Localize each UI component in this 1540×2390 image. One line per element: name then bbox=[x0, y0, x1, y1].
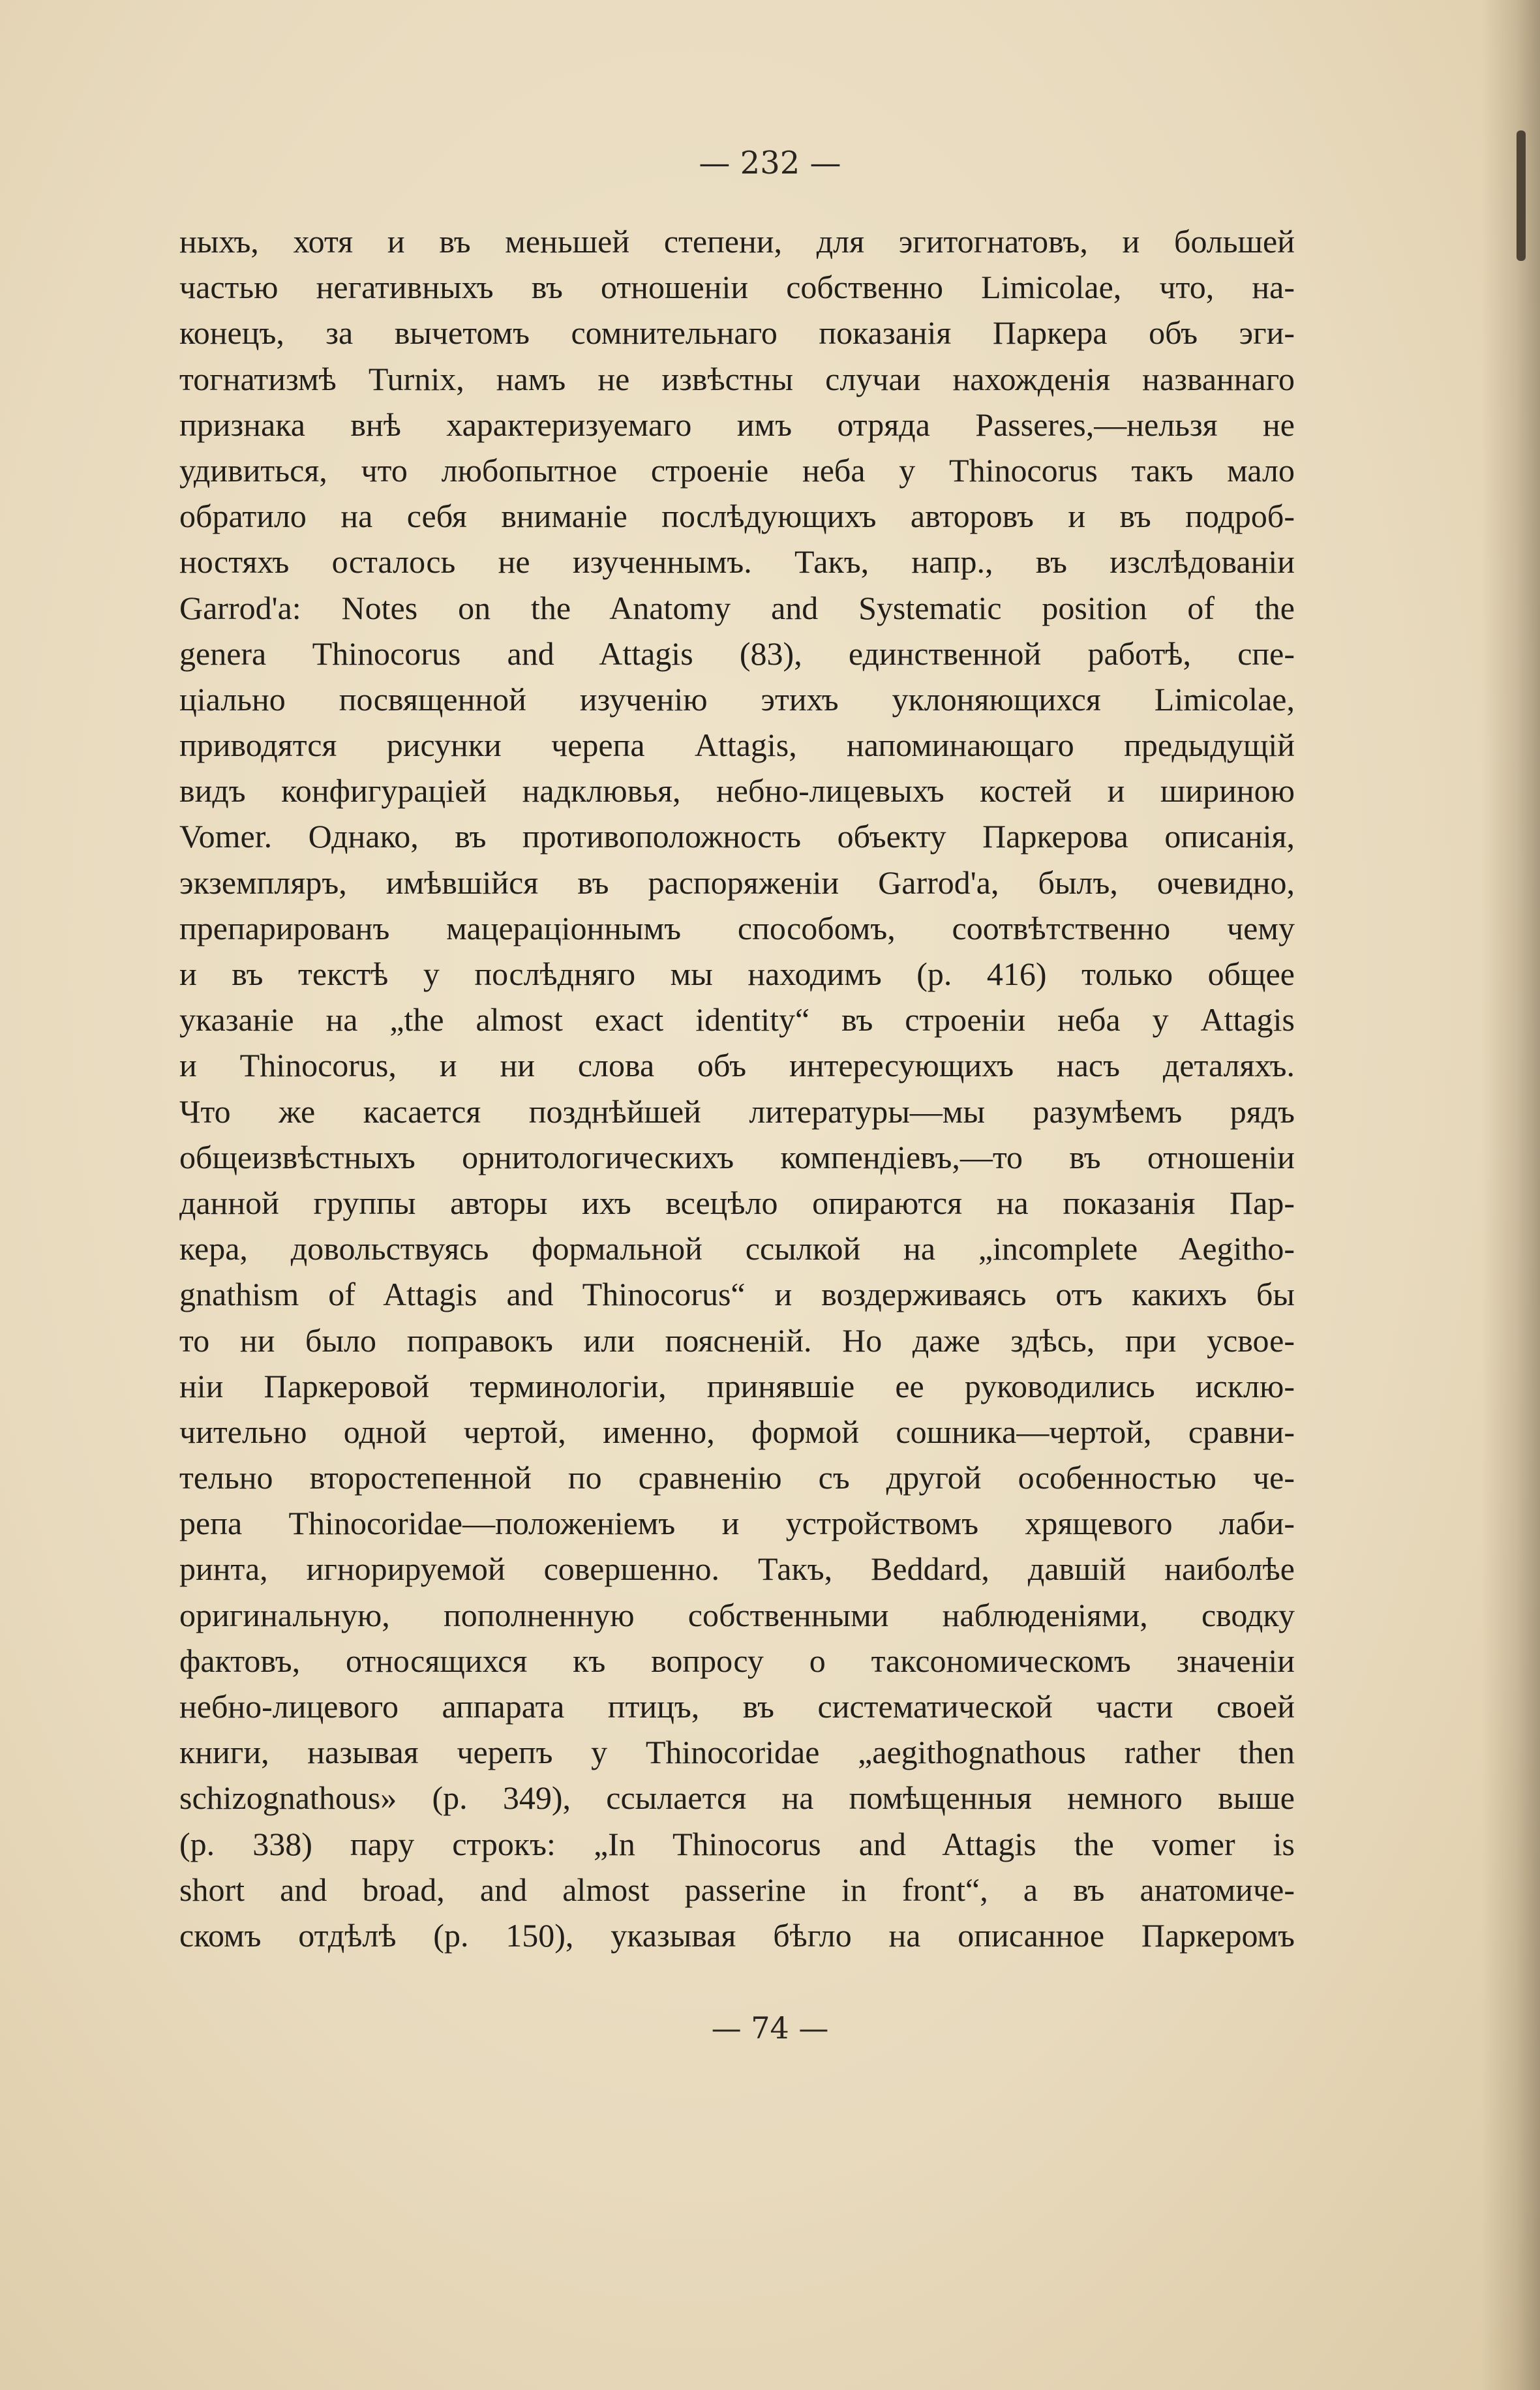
text-line: препарированъ мацераціоннымъ способомъ, соотвѣтственно чему bbox=[179, 909, 1295, 946]
text-line: ринта, игнорируемой совершенно. Такъ, Beddard, давшій наиболѣе bbox=[179, 1550, 1295, 1588]
text-line: чительно одной чертой, именно, формой сошника—чертой, сравни- bbox=[179, 1413, 1295, 1450]
text-line: short and broad, and almost passerine in front“, а въ анатомиче- bbox=[179, 1871, 1295, 1908]
text-line: Что же касается позднѣйшей литературы—мы разумѣемъ рядъ bbox=[179, 1093, 1295, 1130]
text-line: видъ конфигураціей надклювья, небно-лицевыхъ костей и шириною bbox=[179, 772, 1295, 809]
text-line: gnathism of Attagis and Thinocorus“ и воздерживаясь отъ какихъ бы bbox=[179, 1276, 1295, 1313]
text-line: schizognathous» (p. 349), ссылается на помѣщенныя немного выше bbox=[179, 1779, 1295, 1817]
text-line: (p. 338) пару строкъ: „In Thinocorus and Attagis the vomer is bbox=[179, 1825, 1295, 1862]
text-line: приводятся рисунки черепа Attagis, напоминающаго предыдущій bbox=[179, 727, 1295, 764]
signature-number: — 74 — bbox=[711, 2010, 829, 2046]
text-line: указаніе на „the almost exact identity“ въ строеніи неба у Attagis bbox=[179, 1001, 1295, 1038]
text-line: признака внѣ характеризуемаго имъ отряда Passeres,—нельзя не bbox=[179, 406, 1295, 443]
text-line: общеизвѣстныхъ орнитологическихъ компендіевъ,—то въ отношеніи bbox=[179, 1138, 1295, 1175]
text-line: ныхъ, хотя и въ меньшей степени, для эгитогнатовъ, и большей bbox=[179, 223, 1295, 260]
text-line: ностяхъ осталось не изученнымъ. Такъ, напр., въ изслѣдованіи bbox=[179, 543, 1295, 581]
text-line: конецъ, за вычетомъ сомнительнаго показанія Паркера объ эги- bbox=[179, 314, 1295, 352]
text-line: частью негативныхъ въ отношеніи собственно Limicolae, что, на- bbox=[179, 269, 1295, 306]
text-line: небно-лицевого аппарата птицъ, въ систематической части своей bbox=[179, 1688, 1295, 1725]
text-line: скомъ отдѣлѣ (p. 150), указывая бѣгло на описанное Паркеромъ bbox=[179, 1916, 1295, 1954]
text-line: Vomer. Однако, въ противоположность объекту Паркерова описанія, bbox=[179, 818, 1295, 855]
text-line: удивиться, что любопытное строеніе неба у Thinocorus такъ мало bbox=[179, 451, 1295, 489]
text-line: репа Thinocoridae—положеніемъ и устройствомъ хрящевого лаби- bbox=[179, 1505, 1295, 1542]
text-line: ніи Паркеровой терминологіи, принявшіе ее руководились исклю- bbox=[179, 1367, 1295, 1404]
text-line: тогнатизмѣ Turnix, намъ не извѣстны случаи нахожденія названнаго bbox=[179, 360, 1295, 397]
text-line: Garrod'а: Notes on the Anatomy and Systematic position of the bbox=[179, 589, 1295, 626]
text-line: экземпляръ, имѣвшійся въ распоряженіи Garrod'а, былъ, очевидно, bbox=[179, 864, 1295, 901]
text-line: оригинальную, пополненную собственными наблюденіями, сводку bbox=[179, 1596, 1295, 1633]
text-line: и Thinocorus, и ни слова объ интересующихъ насъ деталяхъ. bbox=[179, 1047, 1295, 1084]
text-line: фактовъ, относящихся къ вопросу о таксономическомъ значеніи bbox=[179, 1642, 1295, 1679]
text-line: то ни было поправокъ или поясненій. Но даже здѣсь, при усвое- bbox=[179, 1322, 1295, 1359]
text-line: книги, называя черепъ у Thinocoridae „aegithognathous rather then bbox=[179, 1734, 1295, 1771]
text-line: обратило на себя вниманіе послѣдующихъ авторовъ и въ подроб- bbox=[179, 498, 1295, 535]
text-line: кера, довольствуясь формальной ссылкой на „incomplete Aegitho- bbox=[179, 1230, 1295, 1267]
body-text bbox=[179, 219, 1295, 1958]
text-line: genera Thinocorus and Attagis (83), единственной работѣ, спе- bbox=[179, 635, 1295, 672]
text-line: ціально посвященной изученію этихъ уклоняющихся Limicolae, bbox=[179, 680, 1295, 718]
text-line: тельно второстепенной по сравненію съ другой особенностью че- bbox=[179, 1459, 1295, 1496]
text-line: данной группы авторы ихъ всецѣло опираются на показанія Пар- bbox=[179, 1184, 1295, 1221]
text-line: и въ текстѣ у послѣдняго мы находимъ (p. 416) только общее bbox=[179, 956, 1295, 992]
page-number: — 232 — bbox=[699, 145, 841, 181]
